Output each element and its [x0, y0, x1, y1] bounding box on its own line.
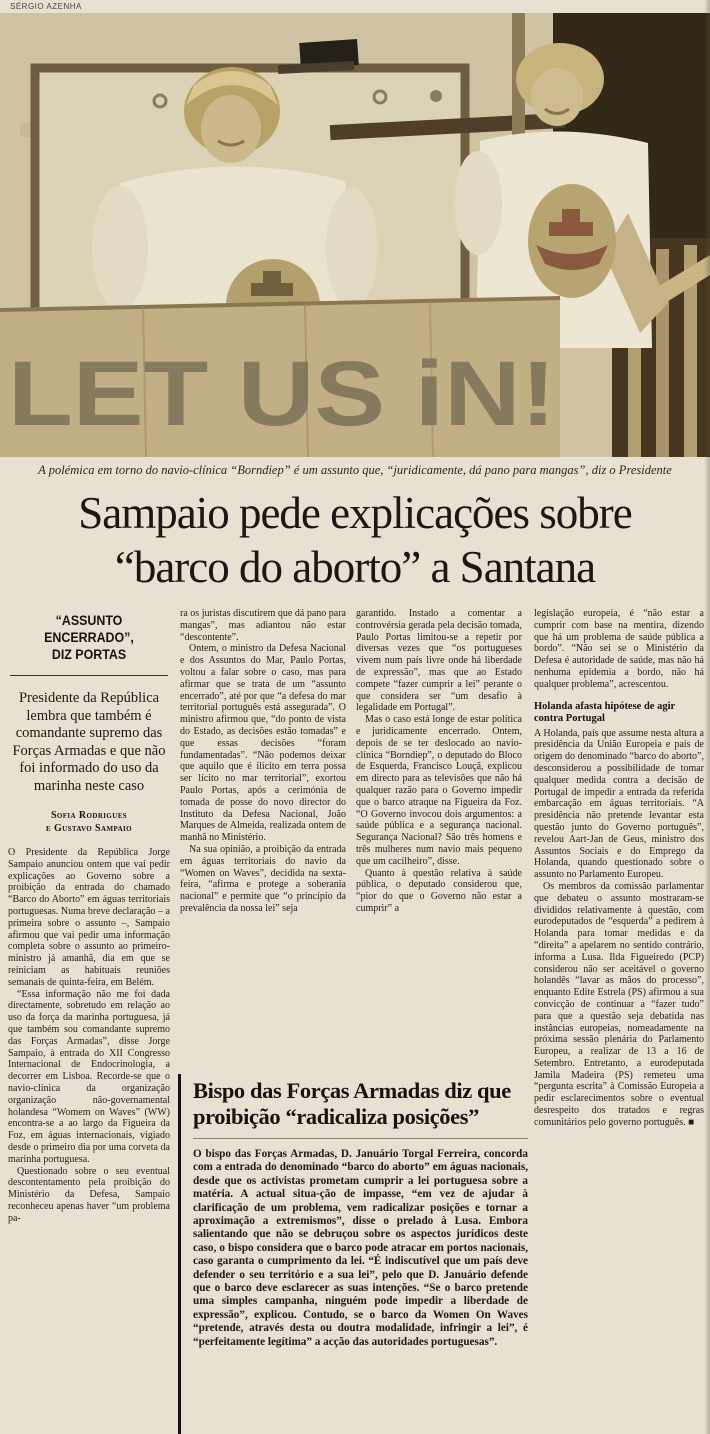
- kicker-line-2: DIZ PORTAS: [51, 647, 127, 662]
- body-paragraph: O Presidente da República Jorge Sampaio anunciou ontem que vai pedir explicações ao Governo sobre a proibição da entrada do chamado “Barco do Aborto” em águas territoriais portuguesas. Numa breve declaração – a primeira sobre o assunto –, Sampaio afirmou que vai pedir uma informação completa sobre o assunto ao primeiro-ministro já amanhã, dia em que se reiniciam as habituais reuniões semanais de quinta-feira, em Belém.: [8, 847, 170, 988]
- article-body: [0, 608, 710, 1434]
- body-paragraph: Questionado sobre o seu eventual descontentamento pela proibição do Ministério da Defesa, Sampaio reconheceu apenas haver “um problema pa-: [8, 1165, 170, 1224]
- kicker-rule: [10, 675, 168, 676]
- right-woman-face: [531, 68, 583, 126]
- inset-title-line-1: Bispo das Forças Armadas diz que: [193, 1078, 511, 1103]
- left-woman-sleeve: [92, 186, 148, 310]
- inset-title: [193, 1078, 528, 1130]
- left-woman-face: [201, 95, 261, 163]
- body-paragraph: ra os juristas discutirem que dá pano para mangas”, mas adiantou não estar “descontente”.: [180, 608, 346, 643]
- inset-body: O bispo das Forças Armadas, D. Januário Torgal Ferreira, concorda com a entrada do denominado “barco do aborto” em águas nacionais, desde que os activistas prometam cumprir a lei portuguesa sobre a matéria. A actual situa-ção de impasse, “em vez de ajudar à clarificação de um problema, vem radicalizar posições e tornar a aproximação a extremismos”, disse o prelado à Lusa. Embora salientando que não se debruçou sobre os aspectos jurídicos deste caso, o bispo considera que o barco pode atracar em portos nacionais, caso garanta o cumprimento da lei. “É indiscutível que um país deve defender o seu território e a sua lei”, pelo que D. Januário defende que o barco deve esclarecer as suas intenções. “Se o barco pretende uma simples campanha, ninguém pode impedir a liberdade de expressão”, explicou. Contudo, se o barco da Women On Waves “pretende, através desta ou doutra modalidade, infringir a lei”, é “perfeitamente legítima” a acção das autoridades portuguesas”.: [193, 1148, 528, 1348]
- byline-line-1: Sofia Rodrigues: [50, 810, 128, 821]
- railing-baluster: [656, 249, 669, 457]
- headline: [0, 486, 710, 606]
- inset-title-line-2: proibição “radicaliza posições”: [193, 1104, 479, 1129]
- left-woman-sleeve: [326, 188, 378, 308]
- inset-rule: [193, 1138, 528, 1139]
- body-paragraph: Quanto à questão relativa à saúde pública, o deputado considerou que, “pior do que o Governo não estar a cumprir” a: [356, 867, 522, 914]
- body-paragraph: legislação europeia, é “não estar a cumprir com base na mentira, dizendo que há um problema de saúde pública a bordo”. “Não sei se o Ministério da Defesa é autoridade de saúde, mas não há nenhuma epidemia a bordo, não há qualquer problema”, acrescentou.: [534, 608, 704, 690]
- byline: [8, 809, 170, 835]
- scan-page-edge: [704, 0, 710, 1434]
- deck: Presidente da República lembra que também é comandante supremo das Forças Armadas e que não foi informado do uso da marinha neste caso: [12, 690, 166, 794]
- body-paragraph: Na sua opinião, a proibição da entrada em águas territoriais do navio da “Women on Waves”, decidida na sexta-feira, “afirma e protege a soberania nacional” e permite que “o princípio da prevalência da nossa lei” seja: [180, 843, 346, 914]
- photo-illustration: [0, 13, 710, 457]
- board-eyelet: [430, 90, 442, 102]
- body-paragraph: Mas o caso está longe de estar política e juridicamente encerrado. Ontem, depois de se ter deslocado ao navio-clínica “Borndiep”, o deputado do Bloco de Esquerda, Francisco Louçã, explicou em directo para as televisões que não há qualquer razão para o Governo impedir que o barco atraque na Figueira da Foz. “O Governo invocou dois argumentos: a saúde pública e a segurança nacional. Segurança Nacional? São três homens e três mulheres num navio mais pequeno que um cacilheiro”, disse.: [356, 714, 522, 867]
- kicker: [14, 612, 163, 663]
- right-woman-sleeve: [454, 151, 502, 255]
- headline-line-2: “barco do aborto” a Santana: [114, 542, 596, 592]
- body-paragraph: Ontem, o ministro da Defesa Nacional e dos Assuntos do Mar, Paulo Portas, voltou a falar sobre o caso, mas para afirmar que se trata de um “assunto encerrado”, até por que “a defesa do mar territorial português está assegurada”. O ministro afirmou que, “do ponto de vista do Estado, as decisões estão tomadas” e que essas decisões “foram fundamentadas”. “Não podemos deixar que aquilo que é ilícito em terra possa ser lícito no mar territorial”, exortou Paulo Portas, após a cerimónia de tomada de posse do novo director do Instituto da Defesa Nacional, João Marques de Almeida, realizada ontem de manhã no Ministério.: [180, 643, 346, 844]
- photo-caption: A polémica em torno do navio-clínica “Borndiep” é um assunto que, “juridicamente, dá pano para mangas”, diz o Presidente: [38, 463, 672, 477]
- women-on-waves-logo-icon: [528, 184, 616, 298]
- byline-line-2: e Gustavo Sampaio: [45, 823, 133, 834]
- column-1: [8, 608, 170, 1434]
- article-photo: [0, 13, 710, 457]
- body-paragraph: garantido. Instado a comentar a controvérsia gerada pela decisão tomada, Paulo Portas limitou-se a repetir por diversas vezes que “os portugueses vivem num país livre onde há liberdade de expressão”, mas que ao Estado compete “fazer cumprir a lei” perante o que considera ser “um desafio à legalidade em Portugal”.: [356, 608, 522, 714]
- headline-line-1: Sampaio pede explicações sobre: [78, 488, 632, 538]
- body-paragraph: Os membros da comissão parlamentar que debateu o assunto mostraram-se divididos relativamente à questão, com eurodeputados de “esquerda” a pedirem à Holanda para tomar medidas e da “direita” a apelarem no sentido contrário, informa a Lusa. Ilda Figueiredo (PCP) considerou não ser aceitável o governo holandês “lavar as mãos do processo”, enquanto Edite Estrela (PS) afirmou a sua convicção de continuar a “fazer tudo” para que a questão seja debatida nas instâncias europeias, nomeadamente na próxima sessão plenária do Parlamento Europeu, a realizar de 13 a 16 de Setembro. Entretanto, a eurodeputada Jamila Madeira (PS) remeteu uma “pergunta escrita” à Comissão Europeia a pedir esclarecimentos sobre o eventual desrespeito dos tratados e regras comunitários pelo governo português. ■: [534, 880, 704, 1128]
- sign-text: LET US iN!: [8, 343, 556, 445]
- column-1-text: [8, 847, 170, 1225]
- column-4: [534, 608, 704, 1434]
- body-paragraph: A Holanda, país que assume nesta altura a presidência da União Europeia e país de origem do denominado “barco do aborto”, desconsiderou a possibilidade de tomar qualquer medida contra a decisão de Portugal de impedir a entrada da referida embarcação em águas territoriais. “A presidência não pretende levantar esta questão junto do Governo português”, revelou Aart-Jan de Geus, ministro dos Assuntos Sociais e do Emprego da Holanda, quando questionado sobre o assunto no Parlamento Europeu.: [534, 727, 704, 881]
- kicker-line-1: “ASSUNTO ENCERRADO”,: [44, 613, 134, 645]
- photo-credit: SÉRGIO AZENHA: [10, 2, 82, 11]
- body-paragraph: “Essa informação não me foi dada directamente, sobretudo em relação ao uso da força da marinha portuguesa, já que também sou comandante supremo das Forças Armadas”, disse Jorge Sampaio, à entrada do XII Congresso Internacional de Endocrinologia, a decorrer em Lisboa. Recorde-se que o navio-clínica da organização organização não-governamental holandesa “Womem on Waves” (WW) encontra-se a ao largo da Figueira da Foz, em águas internacionais, vigiado desde o primeiro dia por uma corveta da marinha portuguesa.: [8, 988, 170, 1165]
- subhead-holanda: Holanda afasta hipótese de agir contra Portugal: [534, 700, 675, 725]
- inset-box-bispo: [178, 1074, 530, 1434]
